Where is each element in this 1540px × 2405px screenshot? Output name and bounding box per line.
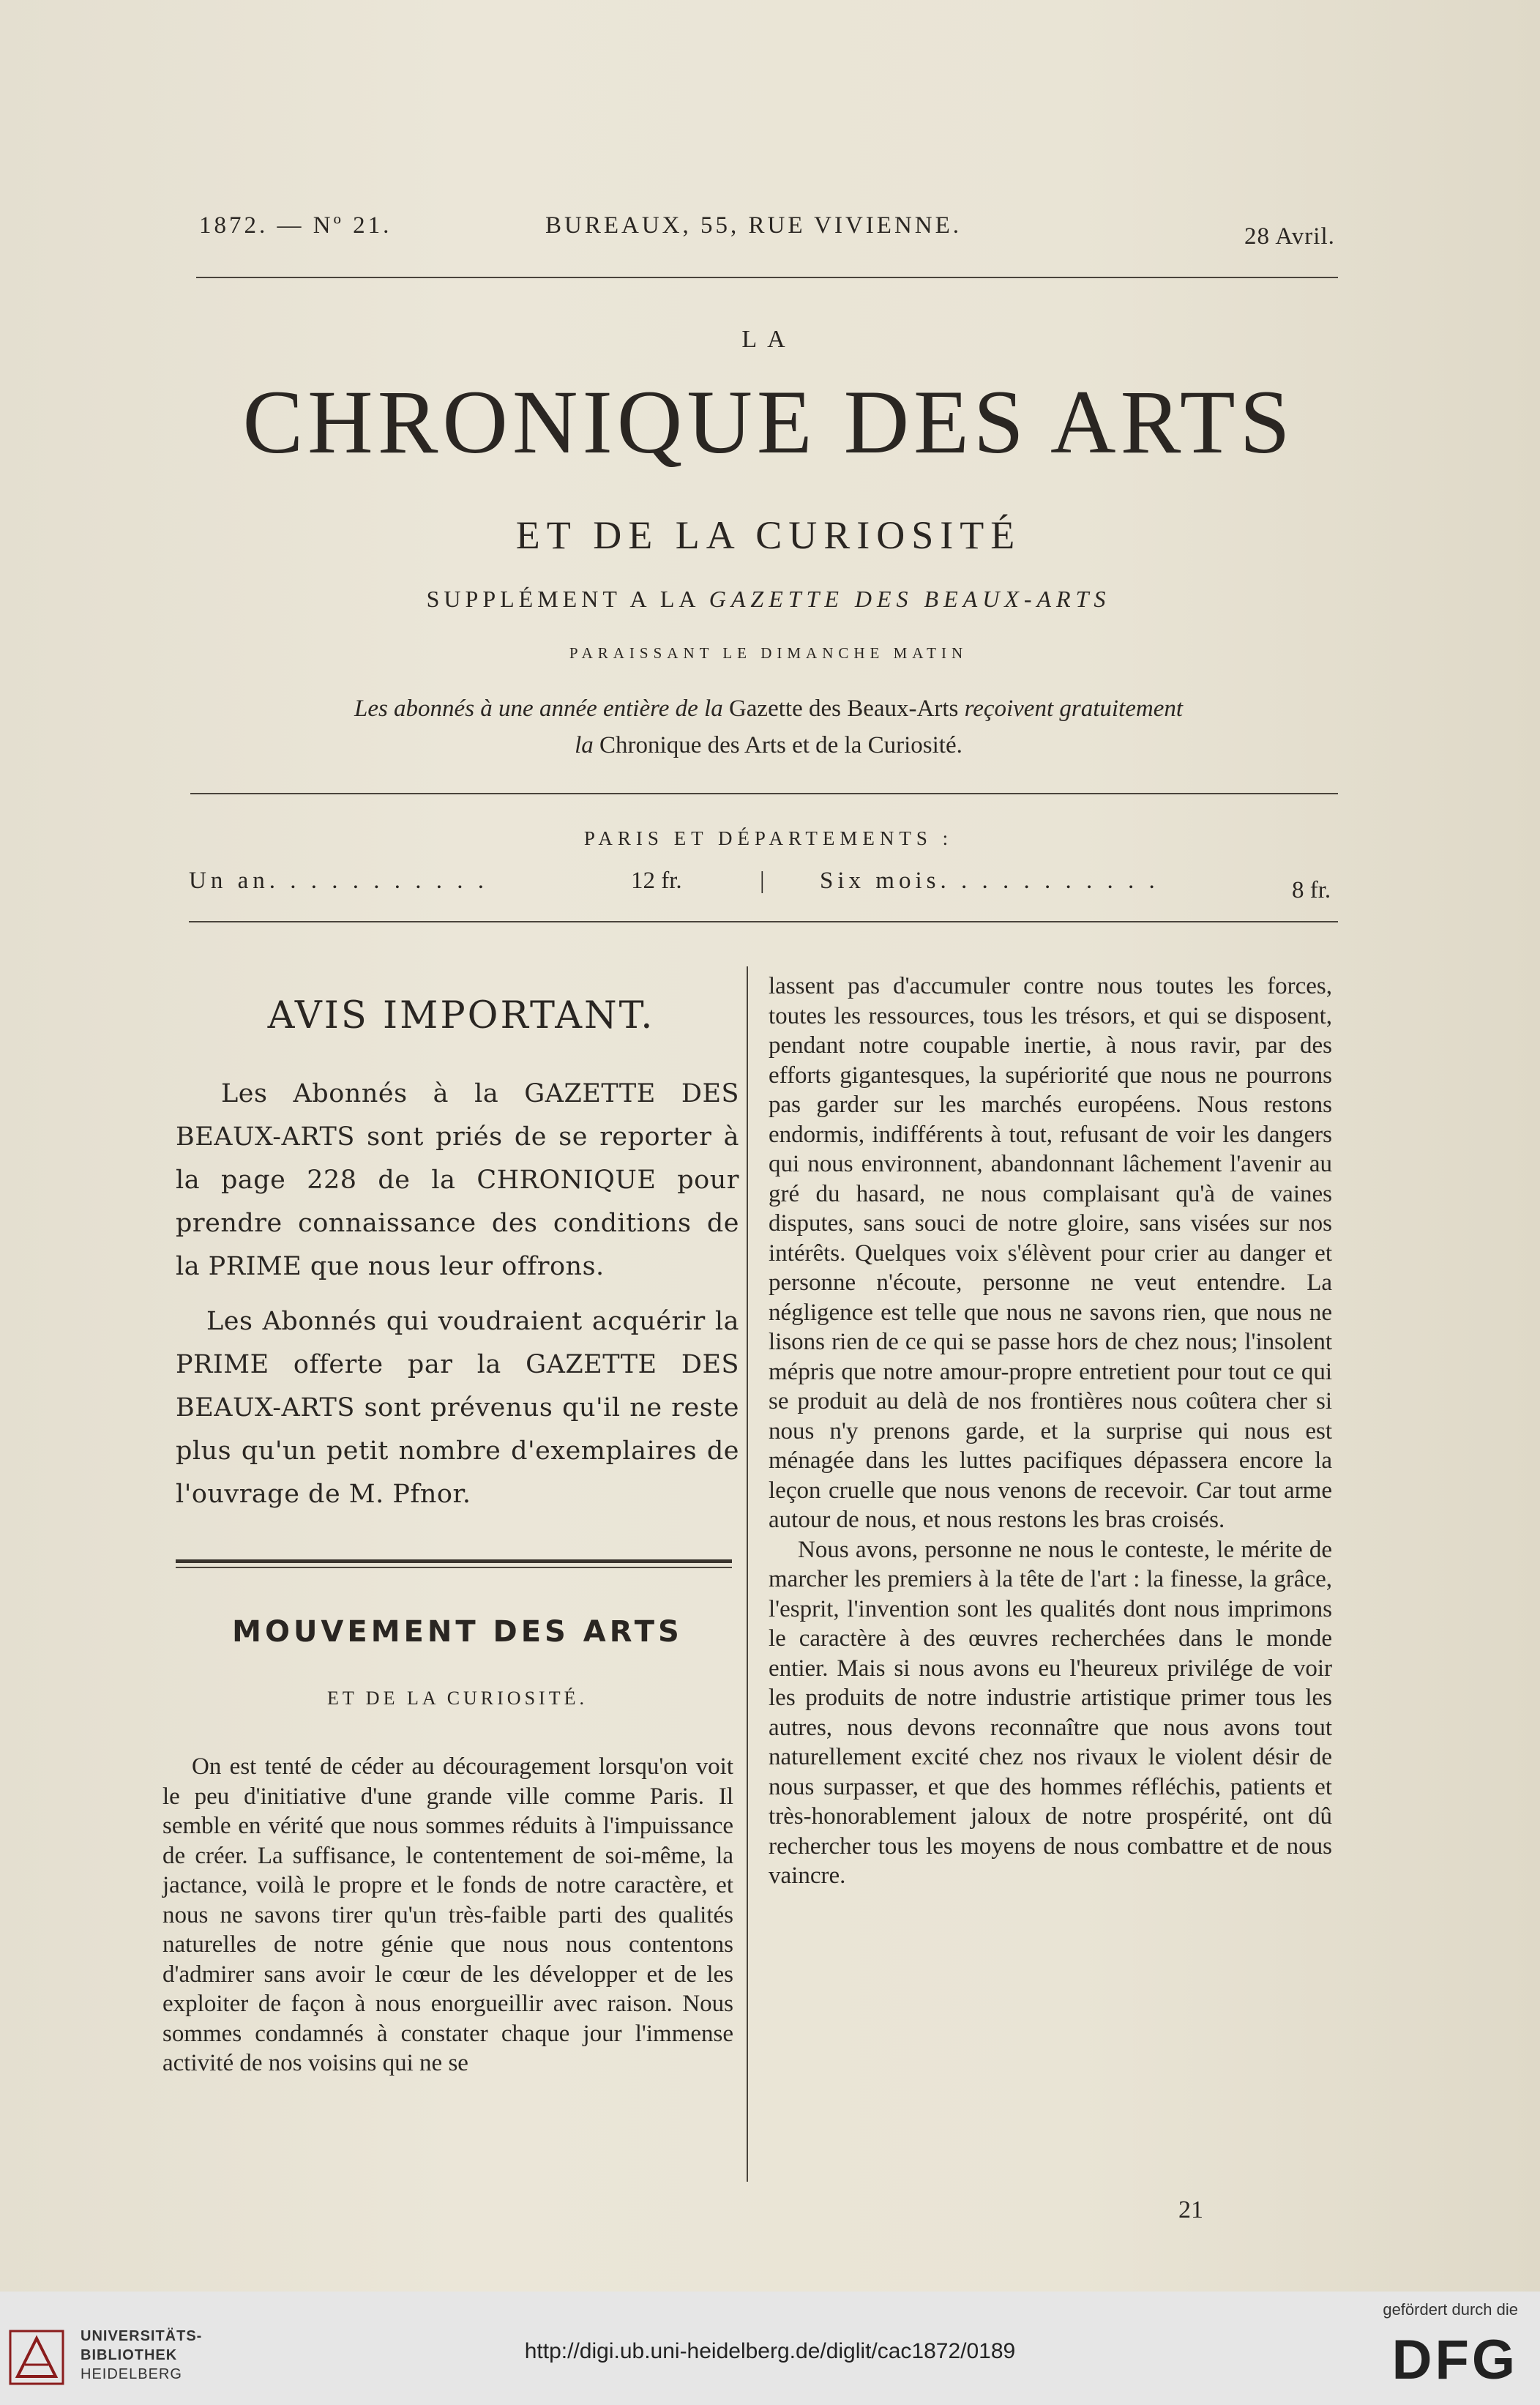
issue-date: 28 Avril. <box>1244 223 1335 250</box>
page-number: 21 <box>1178 2196 1203 2223</box>
subscription-rule <box>189 921 1338 922</box>
institution-line-1: UNIVERSITÄTS- <box>81 2328 203 2344</box>
six-months-label: Six mois. . . . . . . . . . . <box>820 868 1159 894</box>
price-separator: | <box>760 868 765 894</box>
institution-line-3: HEIDELBERG <box>81 2366 182 2382</box>
masthead-supplement <box>176 586 1361 613</box>
right-paragraph-1: lassent pas d'accumuler contre nous toutes les forces, toutes les ressources, tous les trésors, et qui se disposent, pendant notre coupable inertie, à nous ravir, par des efforts gigantesques, la supériorité que nous ne pourrons pas garder sur les marchés européens. Nous restons endormis, indifférents à tout, refusant de voir les dangers qui nous environnent, abandonnant lâchement l'avenir au gré du hasard, ne nous complaisant qu'à de vaines disputes, sans souci de notre gloire, sans visées sur nos intérêts. Quelques voix s'élèvent pour crier au danger et personne n'écoute, personne ne veut entendre. La négligence est telle que nous ne savons rien, que nous ne lisons rien de ce qui se passe hors de chez nous; l'insolent mépris que notre amour-propre entretient pour tout ce qui se produit au delà de nos frontières nous coûtera cher si nous n'y prenons garde, et la surprise qui nous est ménagée dans les luttes pacifiques dépassera encore la leçon cruelle que nous venons de recevoir. Car tout arme autour de nous, et nous restons les bras croisés. <box>769 973 1332 1533</box>
funded-by-label: gefördert durch die <box>1383 2300 1518 2319</box>
left-paragraph-1: On est tenté de céder au découragement lorsqu'on voit le peu d'initiative d'une grande ville comme Paris. Il semble en vérité que nous sommes réduits à l'impuissance de créer. La suffisance, le contentement de soi-même, la jactance, voilà le propre et le fonds de notre caractère, et nous ne savons tirer qu'un très-faible parti des qualités naturelles de notre génie que nous nous contentons d'admirer sans avoir le cœur de les développer et de les exploiter de façon à nous enorgueillir avec raison. Nous sommes condamnés à constater chaque jour l'immense activité de nos voisins qui ne se <box>162 1753 733 2076</box>
right-column-body <box>769 972 1332 1891</box>
avis-double-rule-bottom <box>176 1567 732 1568</box>
right-paragraph-2: Nous avons, personne ne nous le conteste, le mérite de marcher les premiers à la tête de l'art : la finesse, la grâce, l'esprit, l'invention sont les qualités dont nous imprimons le caractère à des œuvres recherchées dans le monde entier. Mais si nous avons eu l'heureux privilége de voir les produits de notre industrie artistique primer tous les autres, nous devons reconnaître que nous avons tout naturellement excité chez nos rivaux le violent désir de nous surpasser, et que des hommes réfléchis, patients et très-honorablement jaloux de notre prospérité, ont dû rechercher tous les moyens de nous combattre et de nous vaincre. <box>769 1536 1332 1889</box>
dfg-logo: DFG <box>1391 2329 1518 2391</box>
mouvement-title: MOUVEMENT DES ARTS <box>232 1615 683 1649</box>
mouvement-subtitle: ET DE LA CURIOSITÉ. <box>327 1688 588 1709</box>
abonnes-italic-b: reçoivent gratuitement <box>964 696 1184 722</box>
source-url-link[interactable]: http://digi.ub.uni-heidelberg.de/diglit/cac1872/0189 <box>524 2339 1016 2363</box>
abonnes-line-1 <box>176 696 1361 723</box>
supplement-prefix: SUPPLÉMENT A LA <box>426 586 699 612</box>
year-label: Un an. . . . . . . . . . . <box>189 868 488 894</box>
abonnes-italic-a: Les abonnés à une année entière de la <box>354 696 723 722</box>
masthead-title: CHRONIQUE DES ARTS <box>242 372 1295 472</box>
bureaux-address: BUREAUX, 55, RUE VIVIENNE. <box>545 212 962 239</box>
avis-paragraph-1: Les Abonnés à la GAZETTE DES BEAUX-ARTS sont priés de se reporter à la page 228 de la CHRONIQUE pour prendre connaissance des conditions de la PRIME que nous leur offrons. <box>176 1079 739 1281</box>
supplement-gazette: GAZETTE DES BEAUX-ARTS <box>709 586 1111 612</box>
abonnes-italic-c: la <box>575 732 594 758</box>
avis-title: AVIS IMPORTANT. <box>267 994 655 1037</box>
masthead-paraissant: PARAISSANT LE DIMANCHE MATIN <box>569 644 968 662</box>
subscription-heading: PARIS ET DÉPARTEMENTS : <box>583 827 954 849</box>
year-price: 12 fr. <box>631 868 682 894</box>
masthead-la: LA <box>741 326 796 353</box>
institution-line-2: BIBLIOTHEK <box>81 2347 178 2363</box>
masthead-rule <box>190 793 1338 794</box>
footer-bar <box>0 2292 1540 2405</box>
avis-paragraph-2: Les Abonnés qui voudraient acquérir la PRIME offerte par la GAZETTE DES BEAUX-ARTS sont prévenus qu'il ne reste plus qu'un petit nombre d'exemplaires de l'ouvrage de M. Pfnor. <box>176 1307 739 1509</box>
avis-double-rule-top <box>176 1559 732 1563</box>
abonnes-line-2 <box>176 732 1361 759</box>
issue-number: 1872. — Nº 21. <box>199 212 392 239</box>
six-months-price: 8 fr. <box>1292 877 1331 903</box>
column-divider <box>747 966 748 2182</box>
abonnes-roman-a: Gazette des Beaux-Arts <box>728 696 959 722</box>
header-rule <box>196 277 1338 278</box>
left-column-body <box>162 1752 733 2078</box>
masthead-subtitle: ET DE LA CURIOSITÉ <box>515 513 1022 557</box>
abonnes-roman-b: Chronique des Arts et de la Curiosité. <box>599 732 962 758</box>
